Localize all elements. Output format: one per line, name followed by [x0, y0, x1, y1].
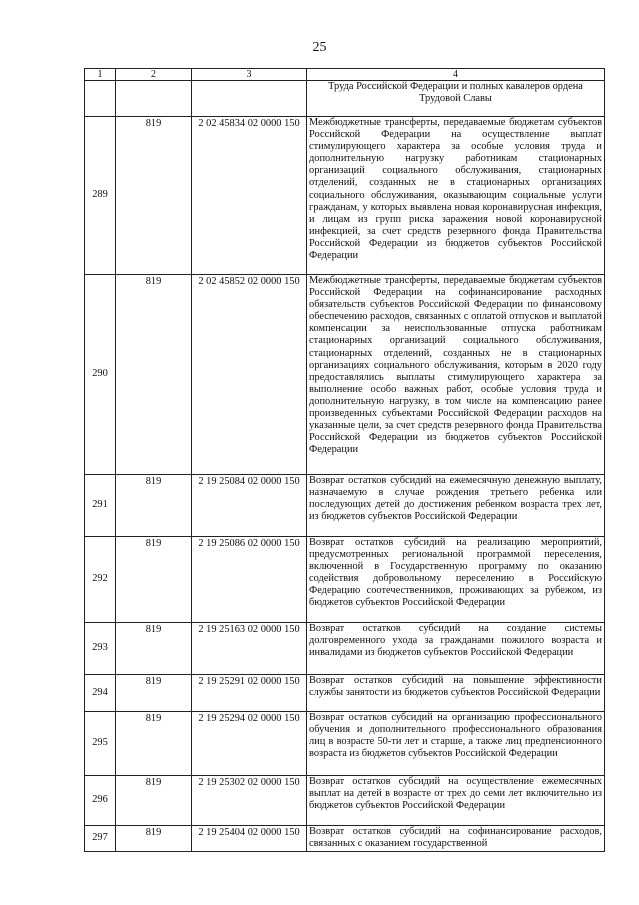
row-number: 289 — [85, 117, 116, 275]
table-row — [85, 712, 605, 776]
row-description: Возврат остатков субсидий на осуществление ежемесячных выплат на детей в возрасте от трех до семи лет включительно из бюджетов субъектов Российской Федерации — [307, 776, 605, 826]
admin-code: 819 — [116, 475, 192, 537]
row-description: Возврат остатков субсидий на ежемесячную денежную выплату, назначаемую в случае рождения третьего ребенка или последующих детей до достижения ребенком возраста трех лет, из бюджетов субъектов Российской Федерации — [307, 475, 605, 537]
budget-classification-code: 2 19 25086 02 0000 150 — [192, 537, 307, 623]
budget-classification-code: 2 19 25084 02 0000 150 — [192, 475, 307, 537]
header-cell: 2 — [116, 69, 192, 81]
table-row — [85, 623, 605, 675]
table-row — [85, 826, 605, 852]
table-row — [85, 537, 605, 623]
header-cell: 3 — [192, 69, 307, 81]
header-cell: 1 — [85, 69, 116, 81]
admin-code — [116, 81, 192, 117]
table-row — [85, 475, 605, 537]
admin-code: 819 — [116, 826, 192, 852]
row-description: Межбюджетные трансферты, передаваемые бюджетам субъектов Российской Федерации на осуществление выплат стимулирующего характера за особые условия труда и дополнительную нагрузку работникам стационарных организаций социального обслуживания, стационарных отделений, созданных не в стационарных организациях социального обслуживания, оказывающим социальные услуги гражданам, у которых выявлена новая коронавирусная инфекция, и лицам из групп риска заражения новой коронавирусной инфекцией, за счет средств резервного фонда Правительства Российской Федерации из бюджетов субъектов Российской Федерации — [307, 117, 605, 275]
budget-classification-code: 2 02 45852 02 0000 150 — [192, 275, 307, 475]
table-row — [85, 275, 605, 475]
row-description: Возврат остатков субсидий на софинансирование расходов, связанных с оказанием государственной — [307, 826, 605, 852]
budget-classification-code: 2 02 45834 02 0000 150 — [192, 117, 307, 275]
row-number: 294 — [85, 675, 116, 712]
budget-classification-code — [192, 81, 307, 117]
admin-code: 819 — [116, 623, 192, 675]
row-description: Возврат остатков субсидий на создание системы долговременного ухода за гражданами пожилого возраста и инвалидами из бюджетов субъектов Российской Федерации — [307, 623, 605, 675]
row-number: 290 — [85, 275, 116, 475]
row-description: Возврат остатков субсидий на организацию профессионального обучения и дополнительного профессионального образования лиц в возрасте 50-ти лет и старше, а также лиц предпенсионного возраста из бюджетов субъектов Российской Федерации — [307, 712, 605, 776]
row-description: Межбюджетные трансферты, передаваемые бюджетам субъектов Российской Федерации на софинансирование расходных обязательств субъектов Российской Федерации по финансовому обеспечению расходов, связанных с оплатой отпусков и выплатой компенсации за неиспользованные отпуска работникам стационарных организаций социального обслуживания, стационарных отделений, созданных не в стационарных организациях социального обслуживания, которым в 2020 году предоставлялись выплаты стимулирующего характера за выполнение особо важных работ, особые условия труда и дополнительную нагрузку, в том числе на компенсацию ранее произведенных субъектами Российской Федерации расходов на указанные цели, за счет средств резервного фонда Правительства Российской Федерации из бюджетов субъектов Российской Федерации — [307, 275, 605, 475]
row-number: 295 — [85, 712, 116, 776]
row-description: Возврат остатков субсидий на реализацию мероприятий, предусмотренных региональной программой переселения, включенной в Государственную программу по оказанию содействия добровольному переселению в Российскую Федерацию соотечественников, проживающих за рубежом, из бюджетов субъектов Российской Федерации — [307, 537, 605, 623]
budget-codes-table — [84, 68, 605, 852]
row-description: Возврат остатков субсидий на повышение эффективности службы занятости из бюджетов субъектов Российской Федерации — [307, 675, 605, 712]
budget-classification-code: 2 19 25294 02 0000 150 — [192, 712, 307, 776]
row-number — [85, 81, 116, 117]
admin-code: 819 — [116, 117, 192, 275]
admin-code: 819 — [116, 776, 192, 826]
table-row — [85, 81, 605, 117]
row-number: 296 — [85, 776, 116, 826]
admin-code: 819 — [116, 275, 192, 475]
row-number: 293 — [85, 623, 116, 675]
row-number: 292 — [85, 537, 116, 623]
page-number: 25 — [312, 40, 327, 55]
admin-code: 819 — [116, 675, 192, 712]
table-row — [85, 776, 605, 826]
header-cell: 4 — [307, 69, 605, 81]
budget-classification-code: 2 19 25163 02 0000 150 — [192, 623, 307, 675]
table-header-row — [85, 69, 605, 81]
row-number: 291 — [85, 475, 116, 537]
budget-classification-code: 2 19 25302 02 0000 150 — [192, 776, 307, 826]
admin-code: 819 — [116, 712, 192, 776]
admin-code: 819 — [116, 537, 192, 623]
table-row — [85, 675, 605, 712]
row-number: 297 — [85, 826, 116, 852]
row-description: Труда Российской Федерации и полных кавалеров ордена Трудовой Славы — [307, 81, 605, 117]
budget-classification-code: 2 19 25291 02 0000 150 — [192, 675, 307, 712]
table-row — [85, 117, 605, 275]
budget-classification-code: 2 19 25404 02 0000 150 — [192, 826, 307, 852]
